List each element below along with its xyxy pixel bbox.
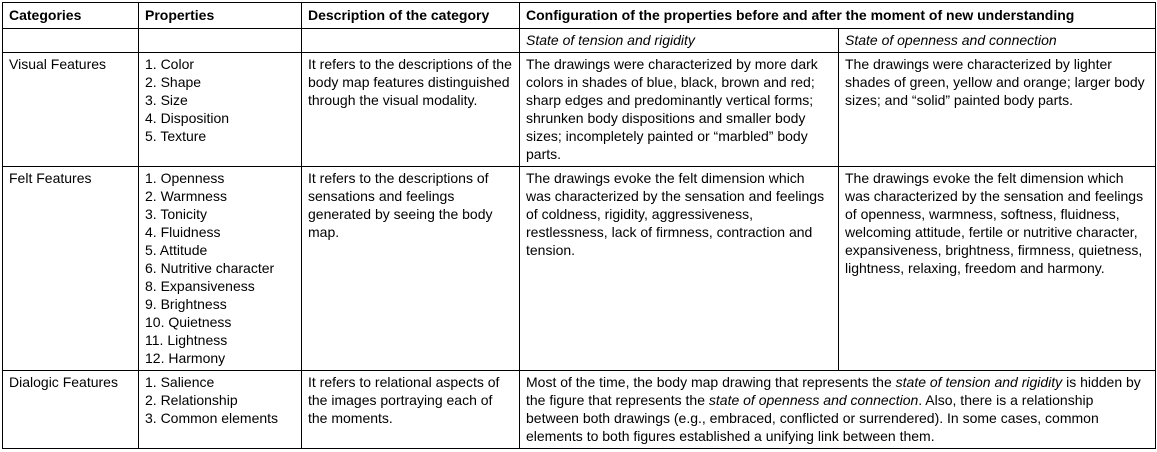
list-item: 2. Relationship (145, 392, 238, 408)
header-description: Description of the category (302, 3, 520, 29)
list-item: 1. Color (145, 56, 195, 72)
category-cell: Dialogic Features (3, 371, 139, 449)
list-item: 2. Shape (145, 74, 202, 90)
list-item: 11. Lightness (145, 332, 228, 348)
list-item: 1. Salience (145, 374, 215, 390)
list-item: 4. Fluidness (145, 224, 221, 240)
properties-list (145, 55, 295, 145)
description-cell: It refers to relational aspects of the images portraying each of the moments. (302, 371, 520, 449)
merged-text-1: Most of the time, the body map drawing that represents the (526, 374, 896, 390)
header-properties: Properties (139, 3, 302, 29)
categories-table (2, 2, 1156, 449)
category-cell: Felt Features (3, 167, 139, 371)
list-item: 3. Tonicity (145, 206, 207, 222)
list-item: 6. Nutritive character (145, 260, 275, 276)
merged-italic-2: state of openness and connection (708, 392, 919, 408)
after-cell: The drawings evoke the felt dimension which was characterized by the sensation and feelings of openness, warmness, softness, fluidness, welcoming attitude, fertile or nutritive character, expansiveness, brightness, firmness, quietness, lightness, relaxing, freedom and harmony. (839, 167, 1156, 371)
properties-list (145, 169, 295, 367)
table-row-felt (3, 167, 1156, 371)
subheader-before: State of tension and rigidity (520, 29, 839, 53)
list-item: 3. Size (145, 92, 188, 108)
list-item: 5. Texture (145, 128, 207, 144)
list-item: 5. Attitude (145, 242, 208, 258)
subheader-empty-3 (302, 29, 520, 53)
description-cell: It refers to the descriptions of sensations and feelings generated by seeing the body map. (302, 167, 520, 371)
subheader-row (3, 29, 1156, 53)
category-cell: Visual Features (3, 53, 139, 167)
subheader-empty-1 (3, 29, 139, 53)
list-item: 8. Expansiveness (145, 278, 255, 294)
properties-list (145, 373, 295, 427)
merged-configuration-cell (520, 371, 1156, 449)
merged-text-3: . Also, there is a relationship between both drawings (e.g., embraced, conflicted or surrendered). In some cases, common elements to both figures established a unifying link between them. (526, 392, 1099, 444)
before-cell: The drawings evoke the felt dimension which was characterized by the sensation and feelings of coldness, rigidity, aggressiveness, restlessness, lack of firmness, contraction and tension. (520, 167, 839, 371)
list-item: 10. Quietness (145, 314, 232, 330)
list-item: 9. Brightness (145, 296, 227, 312)
properties-cell (139, 167, 302, 371)
before-cell: The drawings were characterized by more dark colors in shades of blue, black, brown and red; sharp edges and predominantly vertical forms; shrunken body dispositions and smaller body sizes; incompletely painted or “marbled” body parts. (520, 53, 839, 167)
merged-text-2: is hidden by the figure that represents the (526, 374, 1141, 408)
list-item: 4. Disposition (145, 110, 230, 126)
table-row-dialogic (3, 371, 1156, 449)
header-row (3, 3, 1156, 29)
header-categories: Categories (3, 3, 139, 29)
list-item: 3. Common elements (145, 410, 279, 426)
description-cell: It refers to the descriptions of the body map features distinguished through the visual modality. (302, 53, 520, 167)
properties-cell (139, 371, 302, 449)
list-item: 12. Harmony (145, 350, 226, 366)
properties-cell (139, 53, 302, 167)
list-item: 2. Warmness (145, 188, 227, 204)
merged-italic-1: state of tension and rigidity (895, 374, 1063, 390)
list-item: 1. Openness (145, 170, 225, 186)
subheader-after: State of openness and connection (839, 29, 1156, 53)
after-cell: The drawings were characterized by lighter shades of green, yellow and orange; larger body sizes; and “solid” painted body parts. (839, 53, 1156, 167)
subheader-empty-2 (139, 29, 302, 53)
header-configuration: Configuration of the properties before and after the moment of new understanding (520, 3, 1156, 29)
table-row-visual (3, 53, 1156, 167)
